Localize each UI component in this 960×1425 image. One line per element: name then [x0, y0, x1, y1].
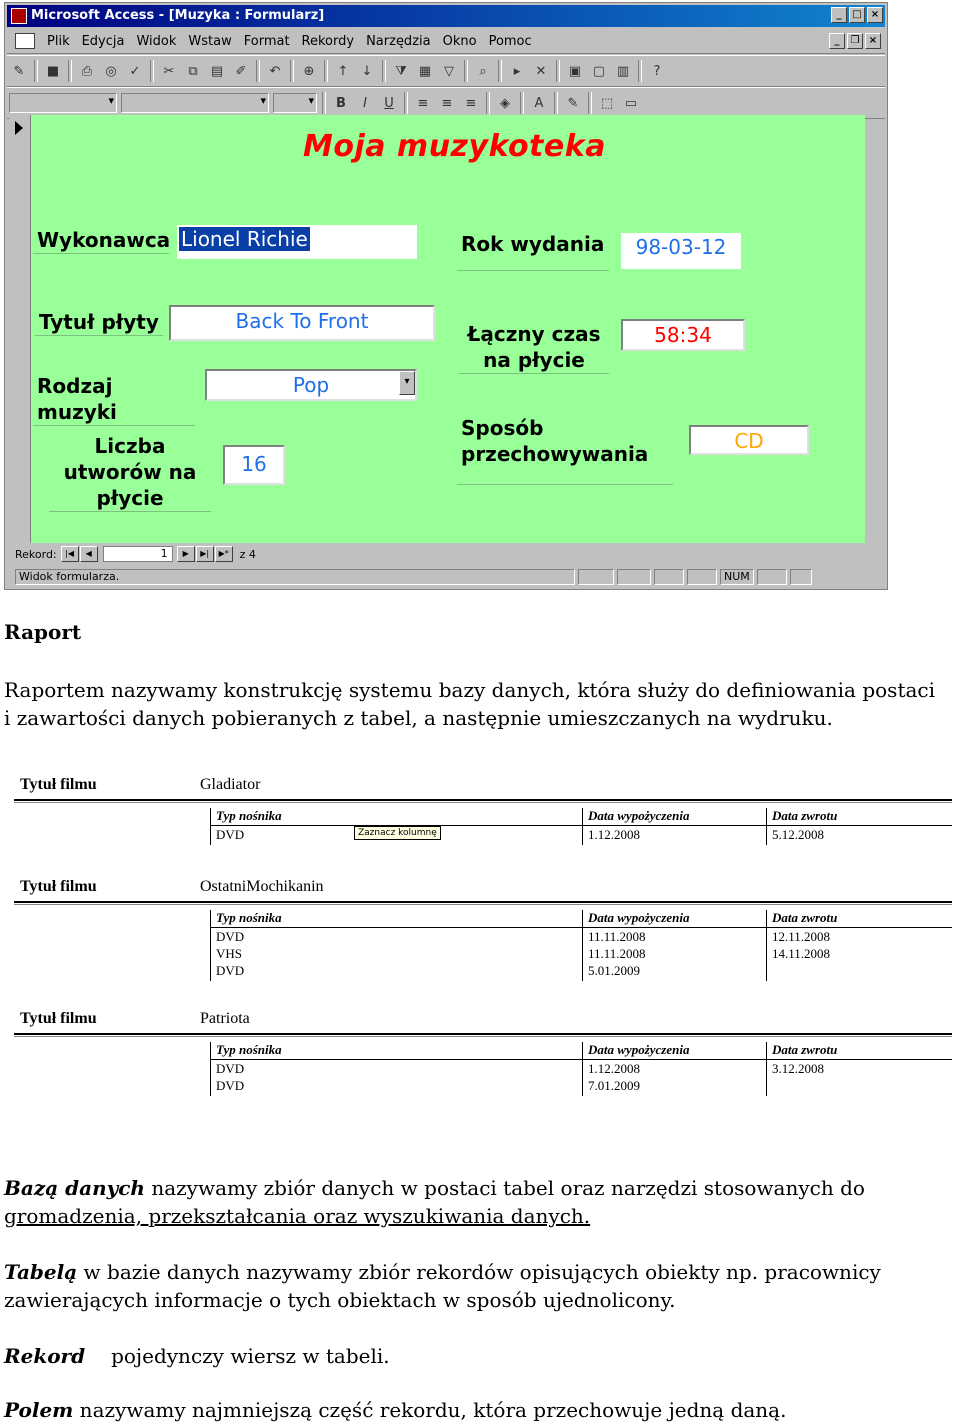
rok-value: 98-03-12 — [635, 235, 727, 259]
menu-plik[interactable]: Plik — [47, 33, 70, 49]
new-record-nav-icon[interactable]: ▶* — [215, 546, 233, 562]
object-combo[interactable] — [9, 93, 117, 113]
access-app-icon — [11, 8, 27, 24]
close-button[interactable]: × — [867, 7, 883, 23]
sort-ascending-icon[interactable]: ↑ — [337, 63, 349, 79]
report-subtable — [210, 910, 952, 981]
record-navigation-bar — [9, 543, 865, 565]
report-title-value: Gladiator — [200, 776, 261, 793]
report-subtable — [210, 1042, 952, 1096]
report-cell: DVD — [216, 929, 245, 944]
report-preview — [0, 770, 960, 1110]
record-selector[interactable] — [9, 115, 31, 543]
paragraph-baza-danych: Bazą danych nazywamy zbiór danych w postaci tabel oraz narzędzi stosowanych do gromadzenia, przekształcania oraz wyszukiwania danych. — [4, 1176, 865, 1228]
report-title-label: Tytuł filmu — [20, 776, 97, 793]
paragraph-rekord: Rekord pojedynczy wiersz w tabeli. — [4, 1344, 390, 1368]
access-window — [4, 2, 888, 590]
report-cell: DVD — [216, 1061, 245, 1076]
paragraph-tabela: Tabelą w bazie danych nazywamy zbiór rekordów opisujących obiekty np. pracownicy zawierających informacje o tych obiektach w sposób ujednolicony. — [4, 1260, 881, 1312]
current-record-arrow-icon — [15, 121, 23, 135]
section-heading: Raport — [4, 620, 82, 644]
report-cell: 14.11.2008 — [772, 946, 831, 961]
delete-record-icon[interactable]: ✕ — [535, 63, 547, 79]
print-preview-icon[interactable]: ◎ — [105, 63, 117, 79]
help-icon[interactable]: ? — [653, 63, 661, 79]
menu-format[interactable]: Format — [243, 33, 290, 49]
wykonawca-value: Lionel Richie — [181, 227, 308, 251]
hyperlink-icon[interactable]: ⊕ — [303, 63, 315, 79]
title-bar — [7, 5, 885, 27]
report-cell: 7.01.2009 — [588, 1078, 640, 1093]
report-subtable — [210, 808, 952, 845]
report-cell: DVD — [216, 827, 245, 842]
italic-icon[interactable]: I — [363, 95, 367, 111]
paragraph-pole: Polem nazywamy najmniejszą część rekordu, która przechowuje jedną daną. — [4, 1398, 787, 1422]
font-color-icon[interactable]: A — [534, 95, 544, 111]
term-baza-danych: Bazą danych — [4, 1176, 145, 1200]
term-tabela: Tabelą — [4, 1260, 78, 1284]
underline-icon[interactable]: U — [384, 95, 394, 111]
menu-rekordy[interactable]: Rekordy — [301, 33, 355, 49]
spelling-icon[interactable]: ✓ — [129, 63, 141, 79]
rodzaj-combo[interactable] — [205, 369, 417, 401]
database-window-icon[interactable]: ▢ — [592, 63, 606, 79]
maximize-button[interactable]: □ — [849, 7, 865, 23]
select-column-tooltip: Zaznacz kolumnę — [354, 826, 441, 840]
cut-icon[interactable]: ✂ — [163, 63, 175, 79]
document-menu-icon[interactable] — [15, 33, 35, 49]
report-title-value: Patriota — [200, 1010, 250, 1027]
liczba-value: 16 — [241, 452, 267, 476]
tytul-label: Tytuł płyty — [35, 309, 163, 336]
main-toolbar — [7, 55, 885, 87]
copy-icon[interactable]: ⧉ — [188, 63, 198, 79]
find-icon[interactable]: ⌕ — [479, 63, 487, 79]
liczba-field[interactable] — [223, 445, 285, 485]
report-column-header[interactable]: Typ nośnika — [216, 808, 282, 823]
format-painter-icon[interactable]: ✐ — [235, 63, 247, 79]
new-object-icon[interactable]: ▥ — [616, 63, 630, 79]
report-cell: 3.12.2008 — [772, 1061, 824, 1076]
doc-restore-button[interactable]: ❐ — [847, 33, 863, 49]
record-count: z 4 — [239, 547, 256, 561]
report-cell: 11.11.2008 — [588, 929, 646, 944]
align-center-icon[interactable]: ≡ — [441, 95, 453, 111]
report-column-header[interactable]: Data zwrotu — [772, 808, 838, 823]
report-cell: 1.12.2008 — [588, 1061, 640, 1076]
window-title: Microsoft Access - [Muzyka : Formularz] — [31, 8, 325, 23]
last-record-icon[interactable]: ▶| — [196, 546, 214, 562]
status-bar — [9, 567, 877, 587]
menu-wstaw[interactable]: Wstaw — [188, 33, 232, 49]
liczba-label: Liczba utworów na płycie — [49, 433, 211, 512]
form-area — [9, 115, 865, 543]
report-cell: 5.01.2009 — [588, 963, 640, 978]
save-icon[interactable]: ■ — [46, 63, 60, 79]
sposob-field[interactable] — [689, 425, 809, 455]
view-icon[interactable]: ✎ — [13, 63, 25, 79]
previous-record-icon[interactable]: ◀ — [80, 546, 98, 562]
paste-icon[interactable]: ▤ — [210, 63, 224, 79]
new-record-icon[interactable]: ▸ — [513, 63, 521, 79]
term-pole: Polem — [4, 1398, 74, 1422]
report-cell: DVD — [216, 1078, 245, 1093]
form-detail — [31, 115, 865, 543]
rodzaj-label: Rodzaj muzyki — [33, 373, 195, 426]
sposob-value: CD — [734, 429, 764, 453]
first-record-icon[interactable]: |◀ — [61, 546, 79, 562]
term-rekord: Rekord — [4, 1344, 86, 1368]
paragraph-raport: Raportem nazywamy konstrukcję systemu bazy danych, która służy do definiowania postaci i zawartości danych pobieranych z tabel, a następnie umieszczanych na wydruku. — [4, 678, 935, 730]
report-column-header[interactable]: Data wypożyczenia — [588, 1042, 690, 1057]
report-column-header[interactable]: Typ nośnika — [216, 1042, 282, 1057]
report-column-header[interactable]: Typ nośnika — [216, 910, 282, 925]
properties-icon[interactable]: ▣ — [568, 63, 582, 79]
report-cell: 11.11.2008 — [588, 946, 646, 961]
rok-label: Rok wydania — [457, 231, 609, 271]
align-left-icon[interactable]: ≡ — [417, 95, 429, 111]
report-title-value: OstatniMochikanin — [200, 878, 324, 895]
sort-descending-icon[interactable]: ↓ — [361, 63, 373, 79]
report-cell: 5.12.2008 — [772, 827, 824, 842]
menu-widok[interactable]: Widok — [136, 33, 177, 49]
report-column-header[interactable]: Data wypożyczenia — [588, 910, 690, 925]
filter-form-icon[interactable]: ▦ — [418, 63, 432, 79]
status-text: Widok formularza. — [15, 569, 575, 585]
menu-okno[interactable]: Okno — [442, 33, 477, 49]
menu-bar — [7, 29, 885, 54]
menu-pomoc[interactable]: Pomoc — [488, 33, 532, 49]
doc-minimize-button[interactable]: _ — [829, 33, 845, 49]
report-column-header[interactable]: Data wypożyczenia — [588, 808, 690, 823]
rodzaj-dropdown-icon[interactable]: ▾ — [399, 371, 415, 395]
font-name-combo[interactable] — [121, 93, 269, 113]
record-label: Rekord: — [15, 547, 57, 561]
filter-selection-icon[interactable]: ⧩ — [395, 63, 407, 79]
fill-color-icon[interactable]: ◈ — [500, 95, 510, 111]
doc-close-button[interactable]: × — [865, 33, 881, 49]
apply-filter-icon[interactable]: ▽ — [444, 63, 454, 79]
align-right-icon[interactable]: ≡ — [465, 95, 477, 111]
rodzaj-value: Pop — [292, 373, 330, 397]
menu-narzedzia[interactable]: Narzędzia — [366, 33, 431, 49]
record-number-input[interactable]: 1 — [103, 546, 173, 562]
report-title-label: Tytuł filmu — [20, 878, 97, 895]
undo-icon[interactable]: ↶ — [269, 63, 281, 79]
border-icon[interactable]: ⬚ — [600, 95, 614, 111]
report-cell: VHS — [216, 946, 243, 961]
report-cell: 1.12.2008 — [588, 827, 640, 842]
form-title: Moja muzykoteka — [303, 129, 606, 164]
czas-label: Łączny czas na płycie — [459, 321, 609, 374]
line-width-icon[interactable]: ▭ — [624, 95, 638, 111]
rok-field[interactable] — [621, 233, 741, 269]
line-color-icon[interactable]: ✎ — [567, 95, 579, 111]
num-lock-indicator: NUM — [720, 569, 754, 585]
minimize-button[interactable]: _ — [831, 7, 847, 23]
font-size-combo[interactable] — [273, 93, 317, 113]
czas-field[interactable] — [621, 319, 745, 351]
report-column-header[interactable]: Data zwrotu — [772, 1042, 838, 1057]
menu-edycja[interactable]: Edycja — [81, 33, 125, 49]
report-title-label: Tytuł filmu — [20, 1010, 97, 1027]
report-column-header[interactable]: Data zwrotu — [772, 910, 838, 925]
report-cell: DVD — [216, 963, 245, 978]
next-record-icon[interactable]: ▶ — [177, 546, 195, 562]
print-icon[interactable]: ⎙ — [81, 63, 93, 79]
tytul-field[interactable] — [169, 305, 435, 341]
wykonawca-label: Wykonawca — [33, 227, 169, 254]
czas-value: 58:34 — [654, 323, 712, 347]
sposob-label: Sposób przechowywania — [457, 415, 673, 485]
bold-icon[interactable]: B — [336, 95, 346, 111]
tytul-value: Back To Front — [235, 309, 369, 333]
report-cell: 12.11.2008 — [772, 929, 831, 944]
wykonawca-field[interactable] — [177, 225, 417, 259]
